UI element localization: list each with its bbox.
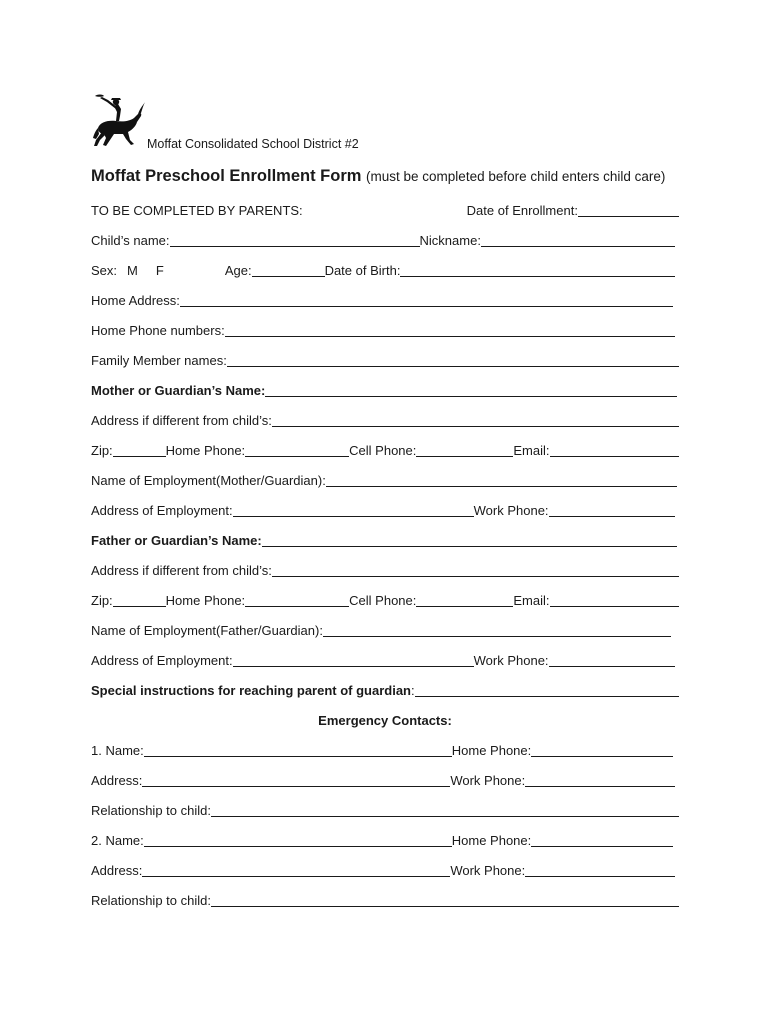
home-phone-numbers-label: Home Phone numbers: [91, 323, 225, 338]
father-email-field[interactable] [550, 593, 679, 607]
row-completed-by-parents [91, 199, 679, 219]
contact1-name-field[interactable] [144, 743, 452, 757]
father-home-phone-field[interactable] [245, 593, 349, 607]
contact2-work-phone-label: Work Phone: [450, 863, 526, 878]
special-instructions-field[interactable] [415, 683, 679, 697]
father-employment-field[interactable] [323, 623, 671, 637]
sex-label: Sex: [91, 263, 118, 278]
row-contact2-address [91, 859, 679, 879]
form-title [91, 167, 665, 186]
nickname-label: Nickname: [419, 233, 481, 248]
date-of-enrollment-label: Date of Enrollment: [466, 203, 578, 218]
mother-work-phone-label: Work Phone: [473, 503, 549, 518]
date-of-birth-label: Date of Birth: [324, 263, 401, 278]
sex-option-m[interactable]: M [127, 263, 138, 278]
father-home-phone-label: Home Phone: [165, 593, 246, 608]
mother-email-label: Email: [513, 443, 550, 458]
mother-zip-label: Zip: [91, 443, 113, 458]
mother-employment-label: Name of Employment(Mother/Guardian): [91, 473, 326, 488]
form-title-text: Moffat Preschool Enrollment Form [91, 167, 362, 185]
father-employment-address-label: Address of Employment: [91, 653, 233, 668]
special-instructions-colon: : [411, 683, 415, 698]
mother-name-field[interactable] [265, 383, 677, 397]
contact2-name-label: 2. Name: [91, 833, 144, 848]
district-name: Moffat Consolidated School District #2 [147, 137, 359, 151]
contact2-relationship-field[interactable] [211, 893, 679, 907]
row-father-address [91, 559, 679, 579]
contact2-address-field[interactable] [142, 863, 450, 877]
row-family-member-names [91, 349, 679, 369]
father-name-field[interactable] [262, 533, 677, 547]
row-child-name [91, 229, 679, 249]
age-label: Age: [224, 263, 252, 278]
father-zip-label: Zip: [91, 593, 113, 608]
row-father-employment-address [91, 649, 679, 669]
emergency-contacts-heading: Emergency Contacts: [318, 713, 452, 728]
row-mother-employment [91, 469, 679, 489]
mother-address-field[interactable] [272, 413, 679, 427]
row-emergency-heading [91, 709, 679, 729]
mother-cell-phone-label: Cell Phone: [349, 443, 417, 458]
father-zip-field[interactable] [113, 593, 166, 607]
home-address-field[interactable] [180, 293, 673, 307]
date-of-enrollment-field[interactable] [578, 203, 679, 217]
sex-option-f[interactable]: F [155, 263, 164, 278]
nickname-field[interactable] [481, 233, 675, 247]
family-member-names-field[interactable] [227, 353, 679, 367]
row-father-contact [91, 589, 679, 609]
row-contact1-address [91, 769, 679, 789]
date-of-birth-field[interactable] [400, 263, 675, 277]
mother-name-label: Mother or Guardian’s Name: [91, 383, 266, 398]
row-special-instructions [91, 679, 679, 699]
contact1-work-phone-field[interactable] [525, 773, 675, 787]
father-email-label: Email: [513, 593, 550, 608]
father-name-label: Father or Guardian’s Name: [91, 533, 262, 548]
completed-by-parents-label: TO BE COMPLETED BY PARENTS: [91, 203, 303, 218]
bronco-rider-icon [90, 94, 146, 150]
row-contact2-name [91, 829, 679, 849]
row-mother-contact [91, 439, 679, 459]
special-instructions-label: Special instructions for reaching parent of guardian [91, 683, 411, 698]
row-contact1-relationship [91, 799, 679, 819]
row-mother-name [91, 379, 679, 399]
contact1-address-label: Address: [91, 773, 143, 788]
contact1-address-field[interactable] [142, 773, 450, 787]
father-employment-address-field[interactable] [233, 653, 474, 667]
father-address-label: Address if different from child’s: [91, 563, 272, 578]
contact2-name-field[interactable] [144, 833, 452, 847]
father-employment-label: Name of Employment(Father/Guardian): [91, 623, 323, 638]
row-contact1-name [91, 739, 679, 759]
contact2-work-phone-field[interactable] [525, 863, 675, 877]
contact2-home-phone-label: Home Phone: [451, 833, 532, 848]
mother-employment-address-field[interactable] [233, 503, 474, 517]
contact1-work-phone-label: Work Phone: [450, 773, 526, 788]
contact1-home-phone-field[interactable] [531, 743, 673, 757]
row-home-address [91, 289, 679, 309]
father-cell-phone-label: Cell Phone: [349, 593, 417, 608]
father-address-field[interactable] [272, 563, 679, 577]
row-contact2-relationship [91, 889, 679, 909]
form-subtitle: (must be completed before child enters child care) [366, 169, 666, 184]
contact1-relationship-label: Relationship to child: [91, 803, 211, 818]
contact2-home-phone-field[interactable] [531, 833, 673, 847]
father-cell-phone-field[interactable] [416, 593, 513, 607]
age-field[interactable] [252, 263, 325, 277]
mother-email-field[interactable] [550, 443, 679, 457]
child-name-label: Child’s name: [91, 233, 170, 248]
contact1-home-phone-label: Home Phone: [451, 743, 532, 758]
row-mother-employment-address [91, 499, 679, 519]
contact1-relationship-field[interactable] [211, 803, 679, 817]
contact1-name-label: 1. Name: [91, 743, 144, 758]
mother-home-phone-field[interactable] [245, 443, 349, 457]
row-father-employment [91, 619, 679, 639]
mother-work-phone-field[interactable] [549, 503, 675, 517]
father-work-phone-label: Work Phone: [473, 653, 549, 668]
mother-zip-field[interactable] [113, 443, 166, 457]
row-home-phone-numbers [91, 319, 679, 339]
home-address-label: Home Address: [91, 293, 180, 308]
family-member-names-label: Family Member names: [91, 353, 227, 368]
mother-address-label: Address if different from child’s: [91, 413, 272, 428]
father-work-phone-field[interactable] [549, 653, 675, 667]
mother-employment-address-label: Address of Employment: [91, 503, 233, 518]
home-phone-numbers-field[interactable] [225, 323, 675, 337]
row-mother-address [91, 409, 679, 429]
contact2-relationship-label: Relationship to child: [91, 893, 211, 908]
row-sex-age-dob [91, 259, 679, 279]
child-name-field[interactable] [170, 233, 420, 247]
contact2-address-label: Address: [91, 863, 143, 878]
mother-employment-field[interactable] [326, 473, 677, 487]
row-father-name [91, 529, 679, 549]
mother-cell-phone-field[interactable] [416, 443, 513, 457]
mother-home-phone-label: Home Phone: [165, 443, 246, 458]
